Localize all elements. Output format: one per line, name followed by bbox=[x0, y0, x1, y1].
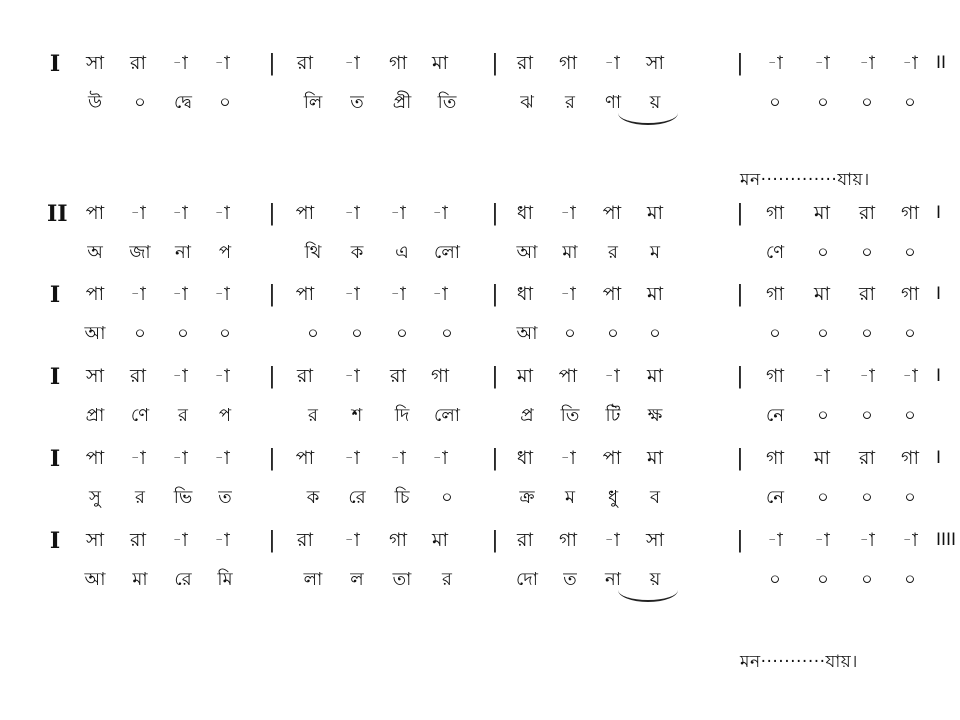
lyric-syllable: ০ bbox=[769, 92, 781, 113]
note: -া bbox=[390, 283, 406, 305]
note: রা bbox=[859, 447, 875, 469]
lyric-syllable: এ bbox=[395, 242, 409, 263]
note: -া bbox=[390, 202, 406, 224]
measure-barline: | bbox=[268, 201, 276, 226]
lyric-row bbox=[0, 87, 960, 119]
lyric-syllable: র bbox=[442, 569, 452, 590]
note: -া bbox=[214, 365, 230, 387]
start-barline: I bbox=[49, 364, 61, 390]
lyric-syllable: লা bbox=[303, 569, 323, 590]
notation-row bbox=[0, 442, 960, 474]
note: গা bbox=[431, 365, 449, 387]
lyric-syllable: ০ bbox=[769, 569, 781, 590]
lyric-syllable: ০ bbox=[861, 487, 873, 508]
lyric-syllable: না bbox=[605, 569, 621, 590]
note: -া bbox=[902, 365, 918, 387]
lyric-syllable: ০ bbox=[817, 242, 829, 263]
notation-row bbox=[0, 197, 960, 229]
note: -া bbox=[432, 447, 448, 469]
lyric-syllable: ০ bbox=[607, 323, 619, 344]
note: রা bbox=[297, 52, 313, 74]
lyric-syllable: তা bbox=[392, 569, 412, 590]
note: -া bbox=[902, 52, 918, 74]
note: রা bbox=[859, 202, 875, 224]
note: -া bbox=[130, 283, 146, 305]
lyric-syllable: উ bbox=[87, 92, 103, 113]
measure-barline: | bbox=[268, 282, 276, 307]
note: -া bbox=[172, 529, 188, 551]
note: সা bbox=[85, 52, 105, 74]
note: পা bbox=[85, 202, 105, 224]
note: গা bbox=[389, 529, 407, 551]
lyric-syllable: লি bbox=[303, 92, 323, 113]
note: -া bbox=[344, 283, 360, 305]
note: মা bbox=[516, 365, 534, 387]
lyric-syllable: ত bbox=[350, 92, 364, 113]
note: -া bbox=[560, 202, 576, 224]
note: -া bbox=[859, 365, 875, 387]
note: পা bbox=[602, 202, 622, 224]
note: গা bbox=[766, 365, 784, 387]
note: সা bbox=[85, 529, 105, 551]
slur-mark bbox=[618, 578, 678, 602]
note: পা bbox=[85, 283, 105, 305]
start-barline: I bbox=[49, 282, 61, 308]
note: রা bbox=[130, 365, 146, 387]
note: -া bbox=[344, 52, 360, 74]
lyric-syllable: ০ bbox=[817, 92, 829, 113]
note: -া bbox=[130, 202, 146, 224]
lyric-syllable: নে bbox=[765, 405, 785, 426]
measure-barline: | bbox=[736, 51, 744, 76]
lyric-syllable: ০ bbox=[219, 323, 231, 344]
lyric-syllable: ০ bbox=[649, 323, 661, 344]
note: -া bbox=[604, 365, 620, 387]
lyric-syllable: না bbox=[175, 242, 191, 263]
lyric-syllable: ০ bbox=[564, 323, 576, 344]
lyric-syllable: য় bbox=[649, 92, 661, 113]
note: গা bbox=[559, 52, 577, 74]
note: -া bbox=[172, 447, 188, 469]
slur-mark bbox=[618, 101, 678, 125]
start-barline: I bbox=[49, 51, 61, 77]
note: মা bbox=[646, 202, 664, 224]
measure-barline: | bbox=[268, 446, 276, 471]
lyric-row bbox=[0, 482, 960, 514]
note: -া bbox=[859, 529, 875, 551]
lyric-syllable: ০ bbox=[134, 92, 146, 113]
lyric-syllable: ত bbox=[218, 487, 232, 508]
end-barline: I bbox=[936, 203, 942, 223]
lyric-syllable: প bbox=[218, 242, 232, 263]
note: গা bbox=[559, 529, 577, 551]
lyric-syllable: ০ bbox=[861, 323, 873, 344]
note: পা bbox=[295, 202, 315, 224]
measure-barline: | bbox=[491, 446, 499, 471]
measure-barline: | bbox=[268, 364, 276, 389]
lyric-syllable: ব bbox=[649, 487, 661, 508]
measure-barline: | bbox=[268, 51, 276, 76]
note: পা bbox=[295, 447, 315, 469]
lyric-syllable: ০ bbox=[861, 242, 873, 263]
lyric-syllable: চি bbox=[394, 487, 410, 508]
note: -া bbox=[344, 529, 360, 551]
lyric-syllable: সু bbox=[89, 487, 101, 508]
note: গা bbox=[766, 447, 784, 469]
note: -া bbox=[560, 283, 576, 305]
lyric-syllable: অ bbox=[87, 242, 103, 263]
end-barline: I bbox=[936, 284, 942, 304]
note: -া bbox=[814, 52, 830, 74]
end-barline: I bbox=[936, 366, 942, 386]
note: গা bbox=[901, 283, 919, 305]
lyric-syllable: ০ bbox=[817, 405, 829, 426]
lyric-syllable: ০ bbox=[904, 323, 916, 344]
lyric-syllable: ল bbox=[350, 569, 364, 590]
note: মা bbox=[646, 283, 664, 305]
lyric-syllable: ক bbox=[306, 487, 320, 508]
lyric-syllable: ০ bbox=[861, 405, 873, 426]
refrain-text: মন·············যায়। bbox=[740, 170, 870, 190]
note: মা bbox=[813, 202, 831, 224]
note: -া bbox=[767, 52, 783, 74]
lyric-syllable: ০ bbox=[861, 569, 873, 590]
lyric-syllable: ণে bbox=[765, 242, 785, 263]
note: -া bbox=[432, 202, 448, 224]
note: -া bbox=[214, 529, 230, 551]
lyric-syllable: দো bbox=[516, 569, 538, 590]
note: -া bbox=[767, 529, 783, 551]
lyric-syllable: রে bbox=[174, 569, 192, 590]
note: -া bbox=[814, 529, 830, 551]
note: -া bbox=[902, 529, 918, 551]
note: মা bbox=[431, 529, 449, 551]
note: রা bbox=[297, 529, 313, 551]
lyric-syllable: ণা bbox=[604, 92, 622, 113]
lyric-row bbox=[0, 237, 960, 269]
lyric-syllable: য় bbox=[649, 569, 661, 590]
note: -া bbox=[214, 52, 230, 74]
lyric-syllable: ০ bbox=[134, 323, 146, 344]
lyric-syllable: ০ bbox=[441, 487, 453, 508]
note: রা bbox=[130, 529, 146, 551]
lyric-syllable: থি bbox=[304, 242, 322, 263]
lyric-syllable: লো bbox=[434, 405, 460, 426]
lyric-syllable: ণে bbox=[130, 405, 150, 426]
measure-barline: | bbox=[268, 528, 276, 553]
lyric-syllable: রে bbox=[348, 487, 366, 508]
lyric-syllable: ০ bbox=[817, 569, 829, 590]
lyric-syllable: ০ bbox=[817, 487, 829, 508]
note: ধা bbox=[516, 283, 534, 305]
note: ধা bbox=[516, 447, 534, 469]
lyric-row bbox=[0, 318, 960, 350]
lyric-syllable: প্রা bbox=[85, 405, 105, 426]
lyric-syllable: ০ bbox=[904, 487, 916, 508]
lyric-syllable: তি bbox=[560, 405, 580, 426]
note: -া bbox=[172, 283, 188, 305]
measure-barline: | bbox=[736, 364, 744, 389]
note: গা bbox=[901, 202, 919, 224]
end-barline: IIII bbox=[936, 530, 957, 550]
notation-row bbox=[0, 524, 960, 556]
lyric-syllable: প bbox=[218, 405, 232, 426]
note: -া bbox=[432, 283, 448, 305]
note: -া bbox=[214, 202, 230, 224]
measure-barline: | bbox=[491, 282, 499, 307]
lyric-syllable: ম bbox=[565, 487, 575, 508]
notation-row bbox=[0, 47, 960, 79]
lyric-syllable: প্রী bbox=[392, 92, 412, 113]
lyric-syllable: ০ bbox=[769, 323, 781, 344]
note: গা bbox=[389, 52, 407, 74]
note: -া bbox=[390, 447, 406, 469]
start-barline: I bbox=[49, 528, 61, 554]
note: পা bbox=[85, 447, 105, 469]
note: -া bbox=[172, 52, 188, 74]
lyric-syllable: ০ bbox=[904, 569, 916, 590]
note: সা bbox=[85, 365, 105, 387]
note: সা bbox=[645, 52, 665, 74]
lyric-syllable: র bbox=[565, 92, 575, 113]
lyric-syllable: টি bbox=[605, 405, 621, 426]
note: -া bbox=[604, 52, 620, 74]
lyric-syllable: ০ bbox=[904, 405, 916, 426]
lyric-syllable: র bbox=[608, 242, 618, 263]
note: রা bbox=[390, 365, 406, 387]
note: মা bbox=[646, 365, 664, 387]
note: রা bbox=[297, 365, 313, 387]
note: মা bbox=[431, 52, 449, 74]
note: -া bbox=[172, 202, 188, 224]
lyric-syllable: ০ bbox=[177, 323, 189, 344]
lyric-syllable: ০ bbox=[817, 323, 829, 344]
lyric-syllable: ০ bbox=[219, 92, 231, 113]
measure-barline: | bbox=[491, 364, 499, 389]
lyric-syllable: নে bbox=[765, 487, 785, 508]
lyric-syllable: র bbox=[308, 405, 318, 426]
lyric-syllable: ভি bbox=[173, 487, 193, 508]
note: পা bbox=[558, 365, 578, 387]
lyric-syllable: ক bbox=[350, 242, 364, 263]
note: মা bbox=[813, 447, 831, 469]
note: -া bbox=[214, 447, 230, 469]
start-barline: I bbox=[49, 446, 61, 472]
note: -া bbox=[344, 365, 360, 387]
measure-barline: | bbox=[736, 201, 744, 226]
lyric-syllable: ক্ষ bbox=[647, 405, 663, 426]
lyric-syllable: লো bbox=[434, 242, 460, 263]
lyric-syllable: ত bbox=[563, 569, 577, 590]
note: -া bbox=[604, 529, 620, 551]
lyric-syllable: র bbox=[178, 405, 188, 426]
lyric-syllable: র bbox=[135, 487, 145, 508]
note: ধা bbox=[516, 202, 534, 224]
note: মা bbox=[646, 447, 664, 469]
measure-barline: | bbox=[736, 528, 744, 553]
note: পা bbox=[602, 283, 622, 305]
lyric-syllable: প্র bbox=[520, 405, 534, 426]
note: রা bbox=[517, 529, 533, 551]
note: রা bbox=[859, 283, 875, 305]
measure-barline: | bbox=[491, 201, 499, 226]
note: -া bbox=[344, 202, 360, 224]
lyric-syllable: ০ bbox=[396, 323, 408, 344]
measure-barline: | bbox=[736, 282, 744, 307]
note: পা bbox=[295, 283, 315, 305]
note: -া bbox=[214, 283, 230, 305]
lyric-syllable: আ bbox=[516, 242, 538, 263]
note: গা bbox=[766, 283, 784, 305]
lyric-syllable: ০ bbox=[904, 242, 916, 263]
lyric-syllable: দ্বে bbox=[174, 92, 192, 113]
lyric-syllable: ক্র bbox=[519, 487, 535, 508]
measure-barline: | bbox=[491, 528, 499, 553]
lyric-syllable: মা bbox=[132, 569, 148, 590]
end-barline: II bbox=[936, 53, 947, 73]
lyric-syllable: ম bbox=[650, 242, 660, 263]
note: রা bbox=[130, 52, 146, 74]
lyric-row bbox=[0, 564, 960, 596]
note: পা bbox=[602, 447, 622, 469]
note: সা bbox=[645, 529, 665, 551]
measure-barline: | bbox=[736, 446, 744, 471]
note: মা bbox=[813, 283, 831, 305]
lyric-syllable: মি bbox=[217, 569, 233, 590]
lyric-syllable: ০ bbox=[441, 323, 453, 344]
start-barline: II bbox=[47, 201, 68, 227]
lyric-syllable: ধু bbox=[607, 487, 619, 508]
lyric-syllable: ঝ bbox=[520, 92, 534, 113]
note: গা bbox=[766, 202, 784, 224]
lyric-syllable: আ bbox=[516, 323, 538, 344]
note: -া bbox=[172, 365, 188, 387]
lyric-syllable: মা bbox=[562, 242, 578, 263]
note: গা bbox=[901, 447, 919, 469]
lyric-syllable: শ bbox=[351, 405, 363, 426]
lyric-syllable: ০ bbox=[351, 323, 363, 344]
measure-barline: | bbox=[491, 51, 499, 76]
notation-row bbox=[0, 360, 960, 392]
note: -া bbox=[130, 447, 146, 469]
lyric-syllable: আ bbox=[84, 569, 106, 590]
end-barline: I bbox=[936, 448, 942, 468]
note: -া bbox=[859, 52, 875, 74]
lyric-syllable: দি bbox=[394, 405, 410, 426]
notation-row bbox=[0, 278, 960, 310]
lyric-syllable: আ bbox=[84, 323, 106, 344]
lyric-syllable: ০ bbox=[904, 92, 916, 113]
refrain-text: মন···········যায়। bbox=[740, 652, 858, 672]
note: -া bbox=[814, 365, 830, 387]
lyric-row bbox=[0, 400, 960, 432]
lyric-syllable: তি bbox=[437, 92, 457, 113]
lyric-syllable: ০ bbox=[861, 92, 873, 113]
note: রা bbox=[517, 52, 533, 74]
note: -া bbox=[560, 447, 576, 469]
note: -া bbox=[344, 447, 360, 469]
lyric-syllable: ০ bbox=[307, 323, 319, 344]
lyric-syllable: জা bbox=[129, 242, 151, 263]
